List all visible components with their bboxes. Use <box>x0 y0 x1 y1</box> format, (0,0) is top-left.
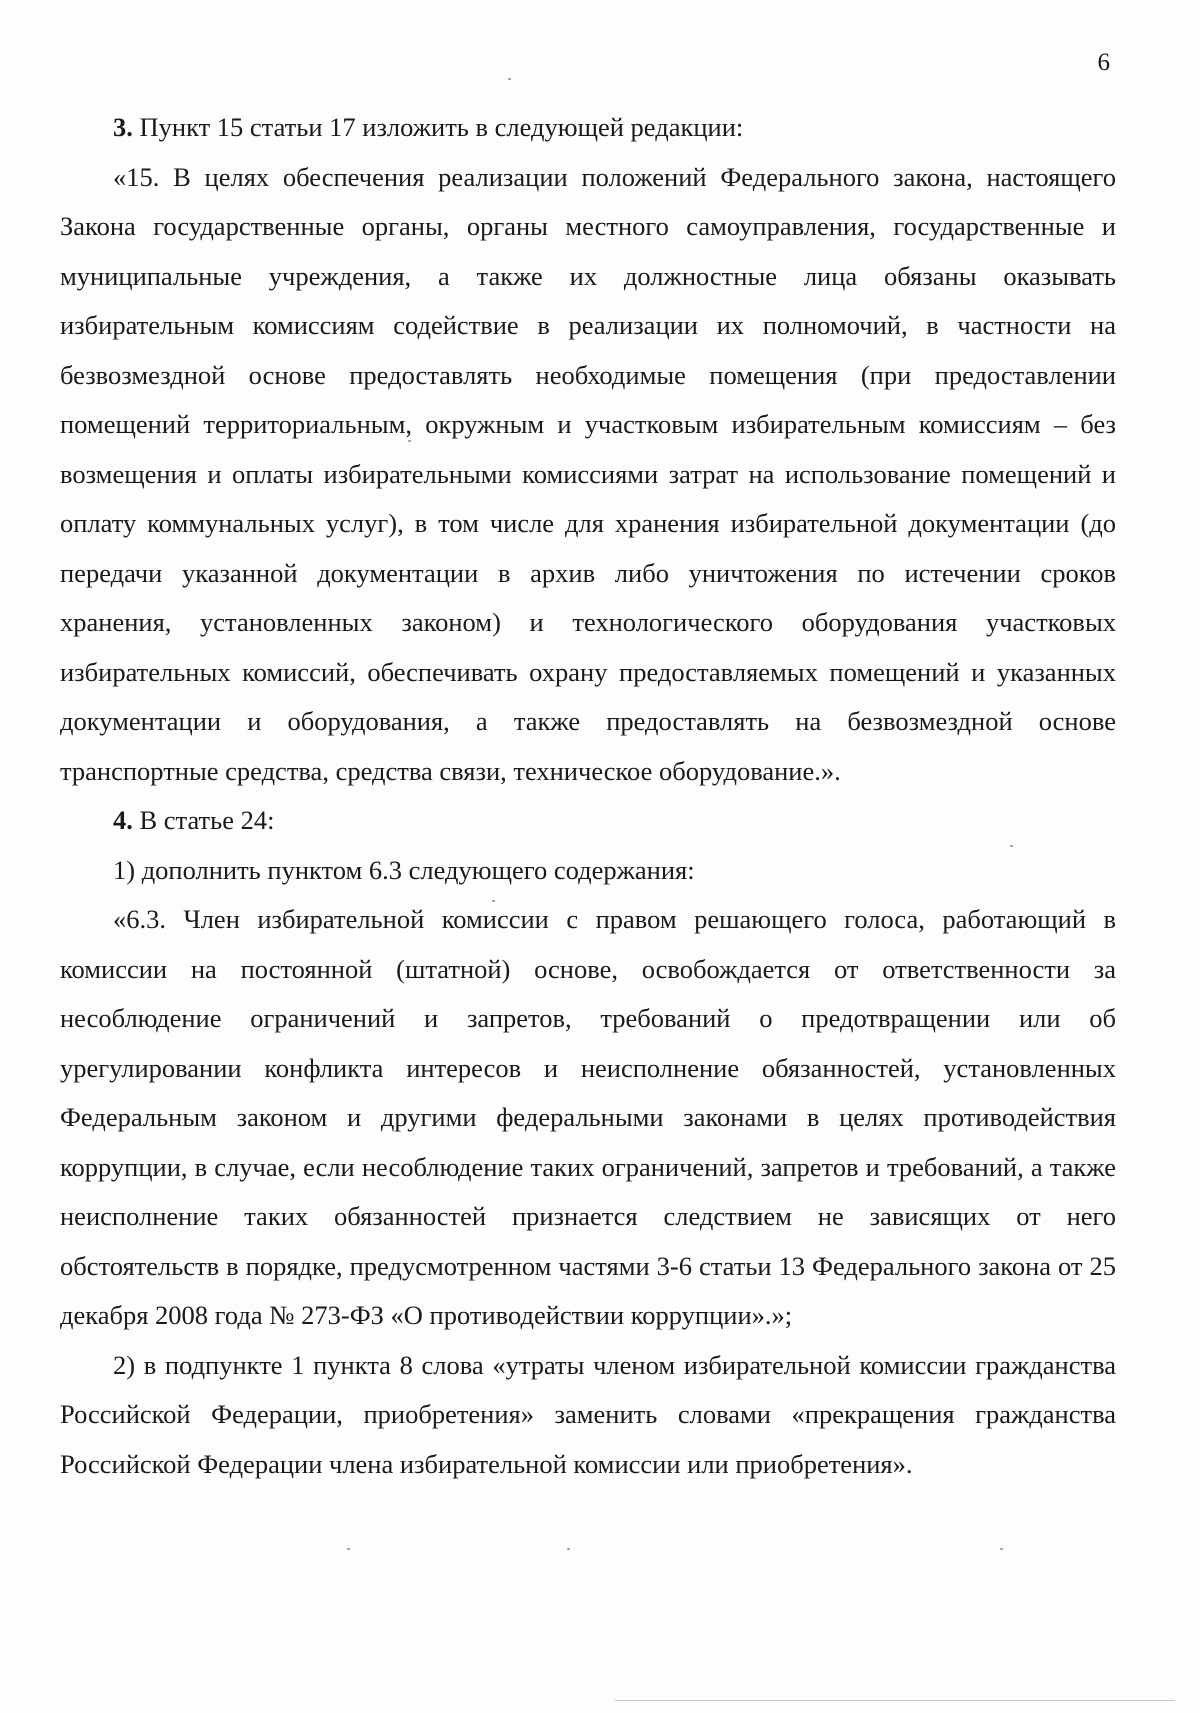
section-number: 3. <box>113 112 133 142</box>
scan-speck <box>508 78 511 80</box>
section-number: 4. <box>113 805 133 835</box>
paragraph-point-15: «15. В целях обеспечения реализации положений Федерального закона, настоящего Закона государственные органы, органы местного самоуправления, государственные и муниципальные учреждения, а также их должностные лица обязаны оказывать избирательным комиссиям содействие в реализации их полномочий, в частности на безвозмездной основе предоставлять необходимые помещения (при предоставлении помещений территориальным, окружным и участковым избирательным комиссиям – без возмещения и оплаты избирательными комиссиями затрат на использование помещений и оплату коммунальных услуг), в том числе для хранения избирательной документации (до передачи указанной документации в архив либо уничтожения по истечении сроков хранения, установленных законом) и технологического оборудования участковых избирательных комиссий, обеспечивать охрану предоставляемых помещений и указанных документации и оборудования, а также предоставлять на безвозмездной основе транспортные средства, средства связи, техническое оборудование.». <box>60 161 1116 786</box>
section-heading-3 <box>60 103 1116 153</box>
page-number: 6 <box>1097 49 1110 76</box>
scan-speck <box>1000 1548 1003 1550</box>
paragraph-point-6-3: «6.3. Член избирательной комиссии с правом решающего голоса, работающий в комиссии на постоянной (штатной) основе, освобождается от ответственности за несоблюдение ограничений и запретов, требований о предотвращении или об урегулировании конфликта интересов и неисполнение обязанностей, установленных Федеральным законом и другими федеральными законами в целях противодействия коррупции, в случае, если несоблюдение таких ограничений, запретов и требований, а также неисполнение таких обязанностей признается следствием не зависящих от него обстоятельств в порядке, предусмотренном частями 3-6 статьи 13 Федерального закона от 25 декабря 2008 года № 273-ФЗ «О противодействии коррупции».»; <box>60 904 1116 1330</box>
scan-speck <box>567 1548 570 1550</box>
section-heading-text: Пункт 15 статьи 17 изложить в следующей редакции: <box>132 112 744 142</box>
section-heading-text: В статье 24: <box>132 805 275 835</box>
scan-speck <box>1010 845 1013 847</box>
paragraph-subpoint-2: 2) в подпункте 1 пункта 8 слова «утраты членом избирательной комиссии гражданства Российской Федерации, приобретения» заменить словами «прекращения гражданства Российской Федерации члена избирательной комиссии или приобретения». <box>60 1349 1116 1479</box>
scan-edge-line <box>615 1700 1175 1701</box>
scan-speck <box>347 1548 350 1550</box>
scan-speck <box>408 440 411 442</box>
paragraph-subpoint-1: 1) дополнить пунктом 6.3 следующего содержания: <box>113 854 695 885</box>
section-heading-4 <box>60 796 1116 846</box>
scan-speck <box>492 900 495 902</box>
document-body <box>60 103 1116 1489</box>
